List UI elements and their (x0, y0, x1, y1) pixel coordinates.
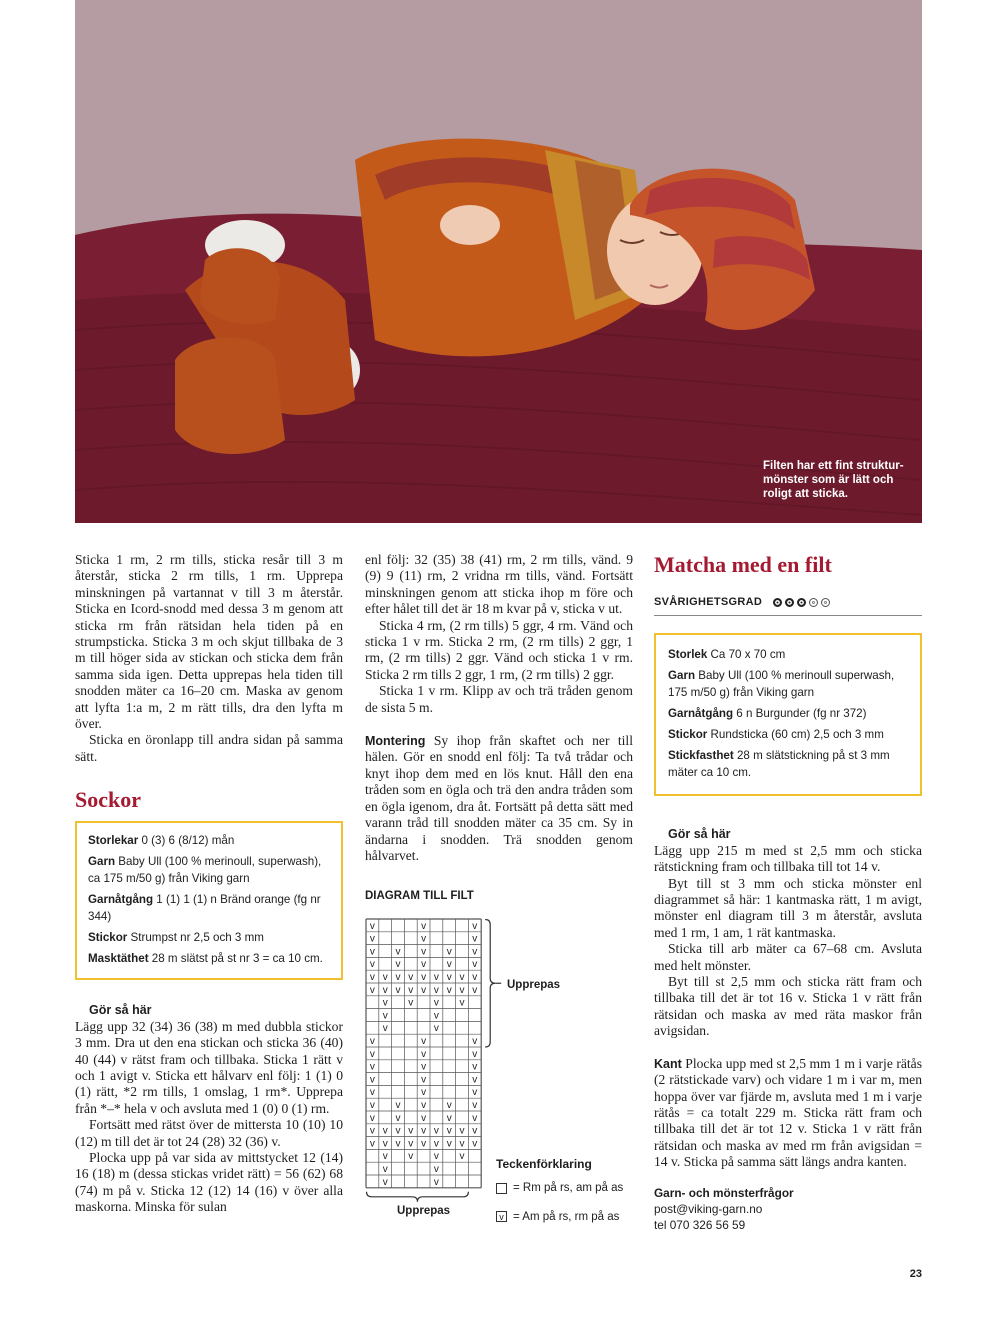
info-label: Stickor (668, 728, 708, 742)
info-row (88, 891, 330, 925)
paragraph: Sticka 1 rm, 2 rm tills, sticka resår till 3 m återstår, sticka 2 rm tills, 1 rm. Upprepa minskningen på vartannat v till 3 m återstår. Sticka en Icord-snodd med dessa 3 m genom att sticka rm från rätsidan hela tiden på en strumpsticka. Sticka 3 m och skjut tillbaka de 3 m till höger sida av stickan och sticka dem från samma sida igen. Detta upprepas hela tiden till snodden mäter ca 16–20 cm. Maska av genom att lyfta 1:a m, 2 m rätt tills, dra den lyfta m över. (75, 552, 343, 732)
diagram-stitch-symbol: v (433, 1022, 439, 1034)
diagram-stitch-symbol: v (369, 933, 375, 945)
diagram-stitch-symbol: v (408, 971, 414, 983)
info-text: Strumpst nr 2,5 och 3 mm (130, 931, 264, 945)
diagram-stitch-symbol: v (421, 920, 427, 932)
montering-paragraph (365, 733, 633, 864)
legend-symbol: v (496, 1211, 507, 1222)
diagram-stitch-symbol: v (472, 1138, 478, 1150)
info-text: Baby Ull (100 % merinoull, superwash), ca 175 m/50 g) från Viking garn (88, 855, 322, 886)
montering-label: Montering (365, 734, 426, 749)
diagram-stitch-symbol: v (369, 1112, 375, 1124)
photo-illustration (75, 0, 922, 523)
difficulty-rating (654, 594, 922, 616)
difficulty-label: SVÅRIGHETSGRAD (654, 596, 763, 608)
diagram-stitch-symbol: v (369, 1035, 375, 1047)
info-label: Stickfasthet (668, 749, 734, 763)
diagram-stitch-symbol: v (433, 997, 439, 1009)
diagram-stitch-symbol: v (446, 971, 452, 983)
paragraph: Sticka 4 rm, (2 rm tills) 5 ggr, 4 rm. Vänd och sticka 1 v rm. Sticka 2 rm, (2 rm tills) 2 ggr, 1 rm, (2 rm tills) 2 ggr. Vänd och sticka 1 v rm. Sticka 2 rm tills 2 ggr, 1 rm, (2 rm tills) 2 ggr. (365, 617, 633, 682)
info-text: Ca 70 x 70 cm (710, 648, 786, 662)
diagram-stitch-symbol: v (408, 997, 414, 1009)
diagram-stitch-symbol: v (369, 920, 375, 932)
paragraph: Sticka en öronlapp till andra sidan på samma sätt. (75, 732, 343, 764)
diagram-stitch-symbol: v (421, 1048, 427, 1060)
contact-title: Garn- och mönsterfrågor (654, 1185, 794, 1200)
info-text: 0 (3) 6 (8/12) mån (141, 834, 235, 848)
diagram-stitch-symbol: v (459, 997, 465, 1009)
repeat-right-label: Upprepas (507, 978, 561, 991)
paragraph: Plocka upp på var sida av mittstycket 12 (14) 16 (18) m (dessa stickas vridet rätt) = 56 (62) 68 (74) m på v. Sticka 12 (12) 14 (16) v över alla maskorna. Minska för sulan (75, 1149, 343, 1215)
diagram-stitch-symbol: v (472, 1074, 478, 1086)
difficulty-dot-filled (785, 598, 794, 607)
info-row (88, 950, 330, 967)
diagram-stitch-symbol: v (433, 1138, 439, 1150)
diagram-stitch-symbol: v (472, 971, 478, 983)
diagram-title: DIAGRAM TILL FILT (365, 890, 474, 903)
diagram-stitch-symbol: v (472, 1048, 478, 1060)
diagram-stitch-symbol: v (433, 1150, 439, 1162)
difficulty-dot-filled (773, 598, 782, 607)
diagram-stitch-symbol: v (446, 1112, 452, 1124)
section-title-sockor: Sockor (75, 787, 141, 813)
diagram-stitch-symbol: v (421, 971, 427, 983)
legend-symbol (496, 1183, 507, 1194)
diagram-stitch-symbol: v (421, 1086, 427, 1098)
page-number: 23 (909, 1268, 922, 1280)
diagram-stitch-symbol: v (369, 1099, 375, 1111)
diagram-stitch-symbol: v (472, 984, 478, 996)
info-text: 28 m slätst på st nr 3 = ca 10 cm. (151, 952, 323, 966)
info-label: Storlekar (88, 834, 139, 848)
legend-item (496, 1209, 636, 1225)
diagram-stitch-symbol: v (459, 1125, 465, 1137)
difficulty-dot-empty (821, 598, 830, 607)
diagram-stitch-symbol: v (382, 1138, 388, 1150)
diagram-stitch-symbol: v (459, 1150, 465, 1162)
paragraph: Fortsätt med rätst över de mittersta 10 (10) 10 (12) m till det är tot 24 (28) 32 (36) v. (75, 1117, 343, 1149)
diagram-stitch-symbol: v (472, 1099, 478, 1111)
photo-caption: Filten har ett fint struktur-mönster som är lätt och roligt att sticka. (763, 460, 904, 500)
diagram-stitch-symbol: v (459, 1138, 465, 1150)
diagram-stitch-symbol: v (408, 1150, 414, 1162)
diagram-stitch-symbol: v (369, 946, 375, 958)
diagram-stitch-symbol: v (459, 971, 465, 983)
paragraph: Lägg upp 32 (34) 36 (38) m med dubbla stickor 3 mm. Dra ut den ena stickan och sticka 36 (40) 40 (44) v rätst fram och tillbaka. Sticka 1 rätt v och 1 avigt v. Sticka ett hålvarv enl följ: 1 (1) 0 (1) rätt, *2 rm tills, 1 omslag, 1 rm*. Upprepa från *–* hela v och avsluta med 1 (0) 0 (1) rm. (75, 1018, 343, 1116)
paragraph: Sticka 1 v rm. Klipp av och trä tråden genom de sista 5 m. (365, 683, 633, 715)
diagram-stitch-symbol: v (382, 1150, 388, 1162)
info-row (88, 853, 330, 887)
info-row (668, 747, 908, 781)
column-1 (75, 552, 343, 1216)
legend-item (496, 1180, 636, 1196)
diagram-stitch-symbol: v (382, 1163, 388, 1175)
diagram-stitch-symbol: v (382, 1022, 388, 1034)
diagram-stitch-symbol: v (408, 1138, 414, 1150)
contact-block (654, 1185, 922, 1233)
diagram-stitch-symbol: v (369, 1061, 375, 1073)
paragraph: Sticka till arb mäter ca 67–68 cm. Avsluta med helt mönster. (654, 941, 922, 973)
diagram-stitch-symbol: v (369, 984, 375, 996)
diagram-area (365, 911, 633, 1241)
diagram-stitch-symbol: v (382, 971, 388, 983)
diagram-stitch-symbol: v (421, 1125, 427, 1137)
difficulty-dot-filled (797, 598, 806, 607)
info-label: Garn (88, 855, 116, 869)
diagram-stitch-symbol: v (421, 933, 427, 945)
diagram-stitch-symbol: v (408, 984, 414, 996)
repeat-bracket-bottom (367, 1192, 469, 1202)
diagram-stitch-symbol: v (446, 946, 452, 958)
legend-text: = Rm på rs, am på as (513, 1182, 624, 1195)
info-row (668, 726, 908, 743)
legend (496, 1156, 636, 1225)
diagram-stitch-symbol: v (421, 1099, 427, 1111)
info-label: Garnåtgång (88, 893, 154, 907)
info-label: Garnåtgång (668, 707, 734, 721)
diagram-stitch-symbol: v (433, 984, 439, 996)
diagram-stitch-symbol: v (369, 1074, 375, 1086)
baby-photo (75, 0, 922, 523)
info-text: 28 m slätstickning på st 3 mm mäter ca 10 cm. (668, 749, 890, 780)
diagram-stitch-symbol: v (382, 984, 388, 996)
diagram-stitch-symbol: v (395, 1099, 401, 1111)
info-text: Rundsticka (60 cm) 2,5 och 3 mm (710, 728, 884, 742)
diagram-stitch-symbol: v (408, 1125, 414, 1137)
diagram-stitch-symbol: v (446, 1099, 452, 1111)
diagram-stitch-symbol: v (433, 971, 439, 983)
diagram-stitch-symbol: v (369, 1086, 375, 1098)
info-text: 6 n Burgunder (fg nr 372) (736, 707, 867, 721)
diagram-stitch-symbol: v (472, 1035, 478, 1047)
diagram-stitch-symbol: v (433, 1010, 439, 1022)
diagram-stitch-symbol: v (369, 1125, 375, 1137)
diagram-stitch-symbol: v (446, 958, 452, 970)
diagram-stitch-symbol: v (382, 997, 388, 1009)
paragraph: enl följ: 32 (35) 38 (41) rm, 2 rm tills, vänd. 9 (9) 9 (11) rm, 2 vridna rm tills, vänd. Fortsätt minskningen genom att sticka ihop m före och efter hålet till det är 18 m kvar på v, sticka v ut. (365, 552, 633, 617)
info-text: 1 (1) 1 (1) n Bränd orange (fg nr 344) (88, 893, 321, 924)
diagram-stitch-symbol: v (421, 1035, 427, 1047)
diagram-stitch-symbol: v (433, 1163, 439, 1175)
diagram-stitch-symbol: v (421, 958, 427, 970)
diagram-stitch-symbol: v (472, 920, 478, 932)
info-row (88, 832, 330, 849)
info-label: Masktäthet (88, 952, 149, 966)
diagram-stitch-symbol: v (369, 958, 375, 970)
diagram-stitch-symbol: v (433, 1125, 439, 1137)
column-2 (365, 552, 633, 1241)
diagram-stitch-symbol: v (446, 984, 452, 996)
howto-title: Gör så här (668, 827, 731, 842)
diagram-stitch-symbol: v (446, 1138, 452, 1150)
info-label: Stickor (88, 931, 128, 945)
howto-title: Gör så här (89, 1003, 152, 1018)
diagram-stitch-symbol: v (395, 1125, 401, 1137)
diagram-stitch-symbol: v (395, 971, 401, 983)
diagram-stitch-symbol: v (459, 984, 465, 996)
info-label: Garn (668, 669, 696, 683)
legend-title: Teckenförklaring (496, 1156, 592, 1171)
diagram-stitch-symbol: v (369, 1138, 375, 1150)
info-row (668, 667, 908, 701)
diagram-stitch-symbol: v (382, 1125, 388, 1137)
section-title-filt: Matcha med en filt (654, 552, 832, 577)
diagram-stitch-symbol: v (472, 1125, 478, 1137)
info-row (668, 646, 908, 663)
info-label: Storlek (668, 648, 708, 662)
diagram-stitch-symbol: v (369, 1048, 375, 1060)
kant-label: Kant (654, 1056, 682, 1071)
difficulty-dot-empty (809, 598, 818, 607)
diagram-stitch-symbol: v (395, 958, 401, 970)
difficulty-dots (770, 598, 830, 607)
diagram-stitch-symbol: v (446, 1125, 452, 1137)
diagram-stitch-symbol: v (421, 1138, 427, 1150)
intro-text (75, 552, 343, 765)
diagram-stitch-symbol: v (382, 1010, 388, 1022)
repeat-bottom-label: Upprepas (397, 1204, 451, 1217)
diagram-stitch-symbol: v (472, 946, 478, 958)
info-text: Baby Ull (100 % merinoull superwash, 175 m/50 g) från Viking garn (668, 669, 895, 700)
contact-email[interactable]: post@viking-garn.no (654, 1201, 763, 1216)
diagram-stitch-symbol: v (421, 1074, 427, 1086)
diagram-stitch-symbol: v (421, 1061, 427, 1073)
paragraph: Lägg upp 215 m med st 2,5 mm och sticka rätstickning fram och tillbaka till tot 14 v. (654, 842, 922, 875)
diagram-stitch-symbol: v (472, 1086, 478, 1098)
column-3 (654, 552, 922, 1233)
kant-text: Plocka upp med st 2,5 mm 1 m i varje rätås (2 rätstickade varv) och vidare 1 m i var m, men hoppa över var fjärde m, avsluta med 1 m i varje rätås = ca totalt 229 m. Sticka rätt fram och tillbaka till det är tot 12 v. Sticka 1 v rätt från rätsidan och maska av med rm från avigsidan = 14 v. Sticka på samma sätt längs andra kanten. (654, 1055, 922, 1170)
kant-paragraph (654, 1056, 922, 1171)
diagram-stitch-symbol: v (472, 1061, 478, 1073)
montering-text: Sy ihop från skaftet och ner till hälen. Gör en snodd enl följ: Ta två trådar och knyt ihop dem med en lös knut. Håll den ena tråden som en ögla och trä den andra tråden som en ögla igenom, dra åt. Fortsätt på detta sätt med varann tråd till snodden mäter ca 35 cm. Sy in ändarna i snodden. Trä snodden genom hålvarvet. (365, 733, 633, 863)
diagram-stitch-symbol: v (395, 1112, 401, 1124)
sockor-info-box (75, 821, 343, 980)
diagram-stitch-symbol: v (395, 1138, 401, 1150)
diagram-stitch-symbol: v (395, 984, 401, 996)
info-row (668, 705, 908, 722)
diagram-stitch-symbol: v (382, 1176, 388, 1188)
info-row (88, 929, 330, 946)
diagram-stitch-symbol: v (395, 946, 401, 958)
paragraph: Byt till st 2,5 mm och sticka rätt fram och tillbaka till det är tot 16 v. Sticka 1 v rätt från rätsidan och maska av med räta maskor från avigsidan. (654, 974, 922, 1039)
diagram-stitch-symbol: v (433, 1176, 439, 1188)
contact-phone: tel 070 326 56 59 (654, 1217, 746, 1232)
diagram-stitch-symbol: v (421, 946, 427, 958)
legend-text: = Am på rs, rm på as (513, 1210, 620, 1223)
diagram-stitch-symbol: v (472, 933, 478, 945)
repeat-bracket-right (485, 919, 495, 1047)
diagram-stitch-symbol: v (369, 971, 375, 983)
diagram-stitch-symbol: v (472, 1112, 478, 1124)
diagram-stitch-symbol: v (472, 958, 478, 970)
filt-info-box (654, 633, 922, 796)
paragraph: Byt till st 3 mm och sticka mönster enl diagrammet så här: 1 kantmaska rätt, 1 m avigt, mönster enl diagram till 3 m återstår, avsluta med 1 rm, 1 am, 1 rät kantmaska. (654, 875, 922, 940)
diagram-stitch-symbol: v (421, 984, 427, 996)
diagram-stitch-symbol: v (421, 1112, 427, 1124)
